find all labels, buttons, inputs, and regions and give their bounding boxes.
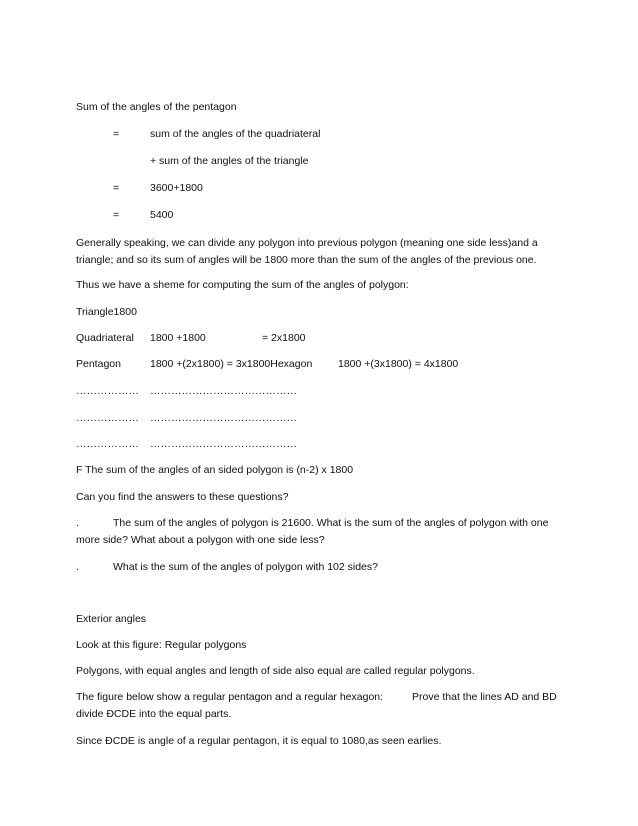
question-intro: Can you find the answers to these questions? [76, 491, 289, 503]
equals-sign: = [113, 128, 120, 140]
question-2: What is the sum of the angles of polygon with 102 sides? [113, 561, 378, 573]
question-bullet: . [76, 561, 79, 573]
equation-line: + sum of the angles of the triangle [150, 155, 309, 167]
paragraph-generally: Generally speaking, we can divide any polygon into previous polygon (meaning one side less)and a triangle; and so its sum of angles will be 1800 more than the sum of the angles of the previous one. [76, 237, 538, 266]
question-1: The sum of the angles of polygon is 21600. What is the sum of the angles of polygon with one [113, 517, 549, 529]
equation-line: 5400 [150, 209, 174, 221]
equals-sign: = [113, 182, 120, 194]
since-statement: Since ĐCDE is angle of a regular pentagon, it is equal to 1080,as seen earlies. [76, 735, 442, 747]
formula-line: F The sum of the angles of an sided polygon is (n-2) x 1800 [76, 464, 354, 476]
scheme-next-value: 1800 +(3x1800) = 4x1800 [338, 358, 459, 370]
question-bullet: . [76, 517, 79, 529]
paragraph-thus: Thus we have a sheme for computing the sum of the angles of polygon: [76, 279, 409, 291]
dots-left: ……………… [76, 412, 139, 424]
section-exterior-angles: Exterior angles [76, 613, 147, 625]
figure-description: The figure below show a regular pentagon and a regular hexagon: [76, 691, 384, 703]
divide-statement: divide ĐCDE into the equal parts. [76, 708, 232, 720]
scheme-quad-value: 1800 +1800 [150, 332, 206, 344]
scheme-pentagon-value: 1800 +(2x1800) = 3x1800Hexagon [150, 358, 313, 370]
question-1-continued: more side? What about a polygon with one side less? [76, 534, 325, 546]
dots-left: ……………… [76, 385, 139, 397]
dots-right: …………………………………… [150, 385, 297, 397]
dots-right: …………………………………… [150, 412, 297, 424]
heading-sum-pentagon: Sum of the angles of the pentagon [76, 101, 237, 113]
regular-polygons-definition: Polygons, with equal angles and length of side also equal are called regular polygons. [76, 665, 475, 677]
equation-line: 3600+1800 [150, 182, 203, 194]
look-figure-line: Look at this figure: Regular polygons [76, 639, 247, 651]
prove-statement: Prove that the lines AD and BD [412, 691, 557, 703]
scheme-quad-result: = 2x1800 [262, 332, 306, 344]
scheme-triangle: Triangle1800 [76, 306, 137, 318]
scheme-quad-label: Quadriateral [76, 332, 134, 344]
equals-sign: = [113, 209, 120, 221]
scheme-pentagon-label: Pentagon [76, 358, 121, 370]
dots-left: ……………… [76, 438, 139, 450]
dots-right: …………………………………… [150, 438, 297, 450]
equation-line: sum of the angles of the quadriateral [150, 128, 321, 140]
